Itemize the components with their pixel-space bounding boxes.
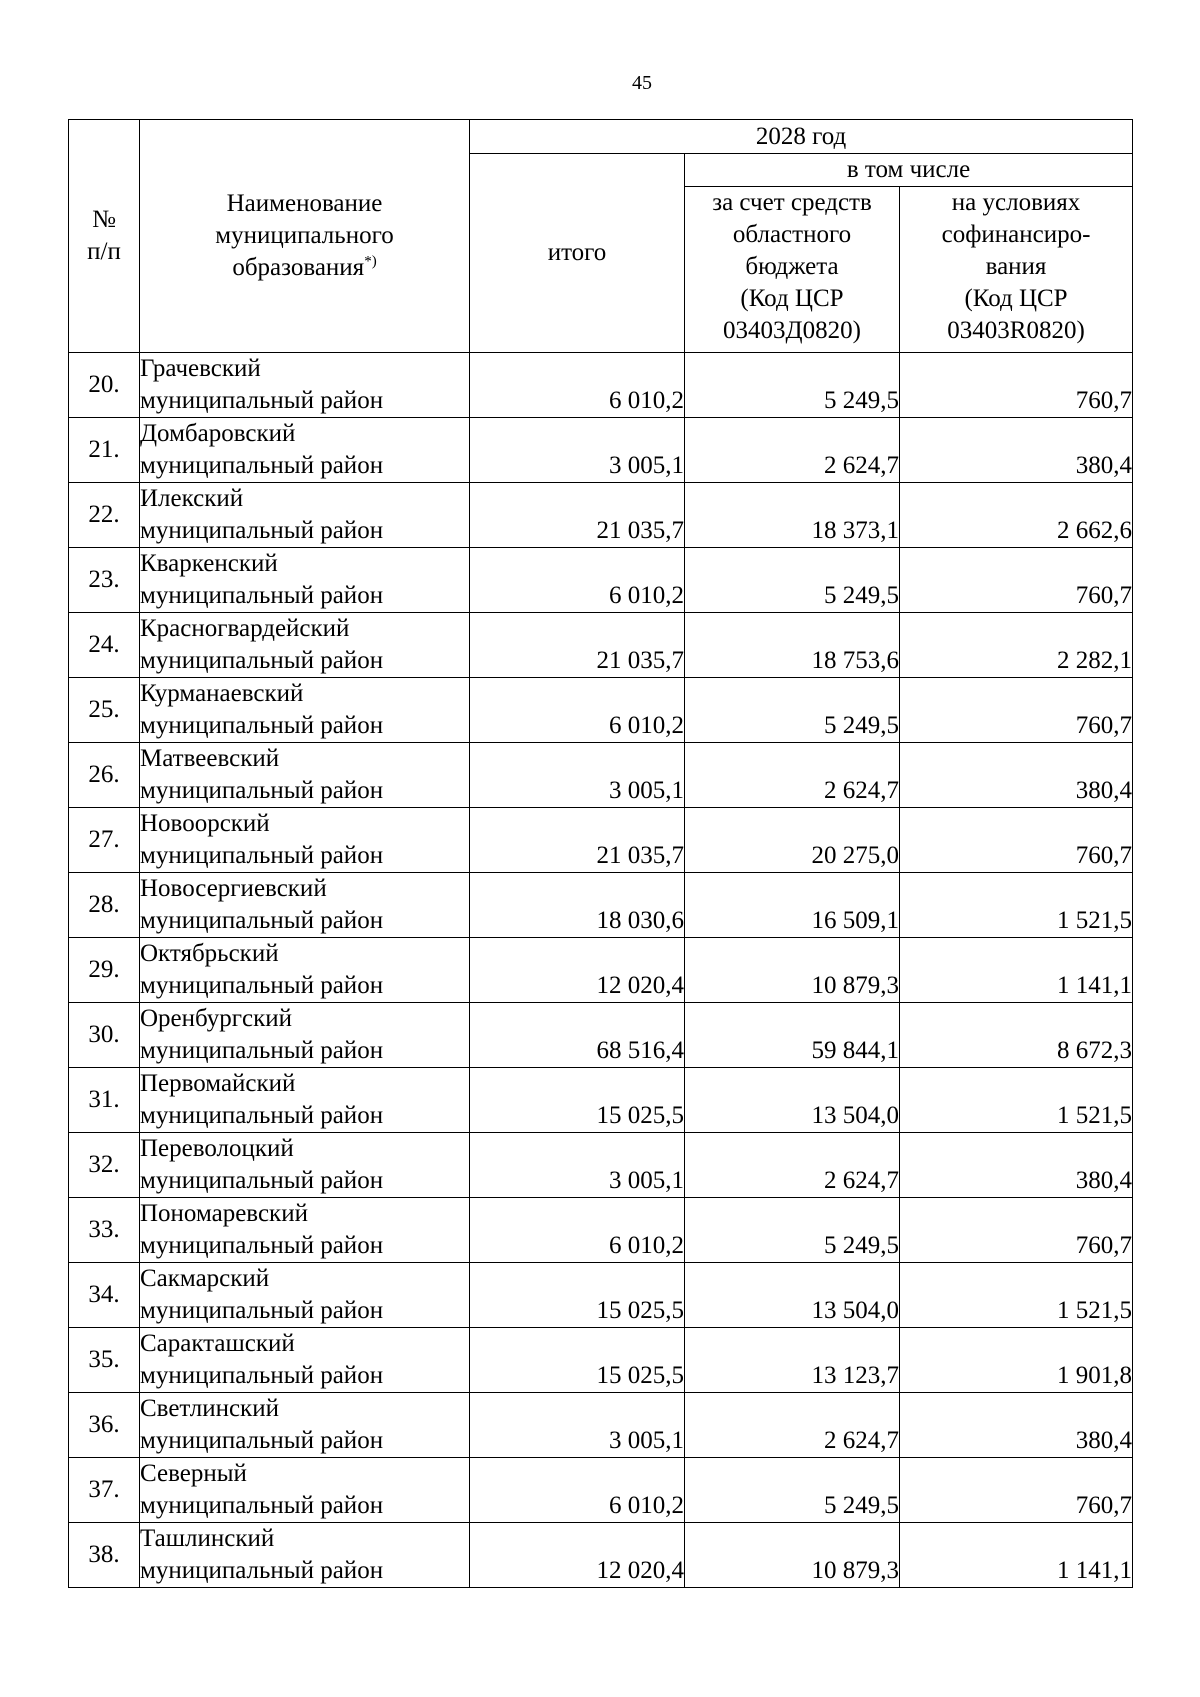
municipality-name-line2: муниципальный район — [140, 517, 384, 544]
municipality-name-line1: Пономаревский — [140, 1200, 308, 1227]
municipality-name-line1: Сакмарский — [140, 1265, 270, 1292]
row-number: 33. — [69, 1198, 140, 1263]
municipality-name-line1: Переволоцкий — [140, 1135, 294, 1162]
cofinancing-value: 760,7 — [900, 548, 1133, 613]
footnote-marker: *) — [364, 253, 377, 270]
table-row — [69, 1393, 1133, 1458]
table-row — [69, 613, 1133, 678]
municipality-name — [140, 678, 470, 743]
table-row — [69, 353, 1133, 418]
row-number: 37. — [69, 1458, 140, 1523]
municipality-name — [140, 483, 470, 548]
total-value: 6 010,2 — [470, 678, 685, 743]
header-cofinancing: на условиях софинансиро- вания (Код ЦСР 03403R0820) — [900, 187, 1133, 353]
regional-budget-value: 2 624,7 — [685, 418, 900, 483]
total-value: 18 030,6 — [470, 873, 685, 938]
table-row — [69, 548, 1133, 613]
municipality-name-line2: муниципальный район — [140, 1492, 384, 1519]
table-row — [69, 1263, 1133, 1328]
row-number: 24. — [69, 613, 140, 678]
total-value: 6 010,2 — [470, 548, 685, 613]
municipality-name-line2: муниципальный район — [140, 712, 384, 739]
cofinancing-value: 1 521,5 — [900, 873, 1133, 938]
row-number: 34. — [69, 1263, 140, 1328]
cofinancing-value: 2 282,1 — [900, 613, 1133, 678]
municipality-name — [140, 1263, 470, 1328]
municipality-name-line1: Ташлинский — [140, 1525, 275, 1552]
row-number: 36. — [69, 1393, 140, 1458]
table-row — [69, 1523, 1133, 1588]
budget-table — [68, 119, 1133, 1588]
municipality-name — [140, 613, 470, 678]
cofinancing-value: 1 521,5 — [900, 1068, 1133, 1133]
regional-budget-value: 10 879,3 — [685, 938, 900, 1003]
municipality-name — [140, 1393, 470, 1458]
municipality-name-line1: Красногвардейский — [140, 615, 350, 642]
municipality-name — [140, 1328, 470, 1393]
row-number: 29. — [69, 938, 140, 1003]
row-number: 20. — [69, 353, 140, 418]
municipality-name-line2: муниципальный район — [140, 907, 384, 934]
table-row — [69, 1328, 1133, 1393]
municipality-name-line2: муниципальный район — [140, 1557, 384, 1584]
municipality-name — [140, 548, 470, 613]
municipality-name — [140, 1458, 470, 1523]
total-value: 21 035,7 — [470, 613, 685, 678]
municipality-name-line1: Новоорский — [140, 810, 270, 837]
regional-budget-value: 59 844,1 — [685, 1003, 900, 1068]
municipality-name-line2: муниципальный район — [140, 972, 384, 999]
table-header — [69, 120, 1133, 353]
cofinancing-value: 380,4 — [900, 1393, 1133, 1458]
total-value: 12 020,4 — [470, 1523, 685, 1588]
cofinancing-value: 760,7 — [900, 808, 1133, 873]
regional-budget-value: 18 373,1 — [685, 483, 900, 548]
municipality-name-line2: муниципальный район — [140, 1167, 384, 1194]
regional-budget-value: 13 504,0 — [685, 1068, 900, 1133]
municipality-name-line1: Курманаевский — [140, 680, 304, 707]
total-value: 15 025,5 — [470, 1263, 685, 1328]
table-row — [69, 938, 1133, 1003]
municipality-name-line2: муниципальный район — [140, 1232, 384, 1259]
municipality-name-line2: муниципальный район — [140, 777, 384, 804]
row-number: 23. — [69, 548, 140, 613]
header-municipality-name: Наименование муниципального образования*) — [140, 120, 470, 353]
regional-budget-value: 5 249,5 — [685, 1458, 900, 1523]
table-body — [69, 353, 1133, 1588]
total-value: 15 025,5 — [470, 1068, 685, 1133]
regional-budget-value: 2 624,7 — [685, 743, 900, 808]
row-number: 30. — [69, 1003, 140, 1068]
municipality-name — [140, 873, 470, 938]
table-row — [69, 483, 1133, 548]
municipality-name-line2: муниципальный район — [140, 1427, 384, 1454]
header-row-number: № п/п — [69, 120, 140, 353]
header-including: в том числе — [685, 154, 1133, 187]
cofinancing-value: 1 521,5 — [900, 1263, 1133, 1328]
cofinancing-value: 380,4 — [900, 418, 1133, 483]
municipality-name-line1: Светлинский — [140, 1395, 279, 1422]
total-value: 3 005,1 — [470, 1393, 685, 1458]
cofinancing-value: 760,7 — [900, 353, 1133, 418]
cofinancing-value: 760,7 — [900, 1458, 1133, 1523]
municipality-name-line1: Илекский — [140, 485, 244, 512]
total-value: 6 010,2 — [470, 1458, 685, 1523]
municipality-name — [140, 353, 470, 418]
table-row — [69, 808, 1133, 873]
cofinancing-value: 380,4 — [900, 1133, 1133, 1198]
row-number: 32. — [69, 1133, 140, 1198]
regional-budget-value: 2 624,7 — [685, 1393, 900, 1458]
regional-budget-value: 10 879,3 — [685, 1523, 900, 1588]
row-number: 31. — [69, 1068, 140, 1133]
municipality-name — [140, 1133, 470, 1198]
row-number: 21. — [69, 418, 140, 483]
total-value: 21 035,7 — [470, 483, 685, 548]
municipality-name — [140, 418, 470, 483]
municipality-name-line2: муниципальный район — [140, 387, 384, 414]
row-number: 28. — [69, 873, 140, 938]
cofinancing-value: 1 141,1 — [900, 1523, 1133, 1588]
total-value: 6 010,2 — [470, 353, 685, 418]
municipality-name-line1: Первомайский — [140, 1070, 296, 1097]
cofinancing-value: 1 141,1 — [900, 938, 1133, 1003]
municipality-name-line2: муниципальный район — [140, 842, 384, 869]
municipality-name — [140, 743, 470, 808]
table-row — [69, 418, 1133, 483]
municipality-name-line2: муниципальный район — [140, 647, 384, 674]
table-row — [69, 1198, 1133, 1263]
municipality-name-line1: Октябрьский — [140, 940, 279, 967]
row-number: 26. — [69, 743, 140, 808]
municipality-name-line1: Новосергиевский — [140, 875, 327, 902]
row-number: 25. — [69, 678, 140, 743]
municipality-name-line1: Оренбургский — [140, 1005, 293, 1032]
regional-budget-value: 2 624,7 — [685, 1133, 900, 1198]
municipality-name — [140, 808, 470, 873]
municipality-name-line1: Грачевский — [140, 355, 261, 382]
regional-budget-value: 13 504,0 — [685, 1263, 900, 1328]
header-year: 2028 год — [470, 120, 1133, 154]
header-total: итого — [470, 154, 685, 353]
municipality-name-line2: муниципальный район — [140, 1102, 384, 1129]
table-row — [69, 678, 1133, 743]
cofinancing-value: 380,4 — [900, 743, 1133, 808]
table-row — [69, 1068, 1133, 1133]
regional-budget-value: 20 275,0 — [685, 808, 900, 873]
table-row — [69, 1003, 1133, 1068]
municipality-name — [140, 1003, 470, 1068]
table-row — [69, 1458, 1133, 1523]
municipality-name — [140, 938, 470, 1003]
municipality-name — [140, 1523, 470, 1588]
cofinancing-value: 2 662,6 — [900, 483, 1133, 548]
municipality-name-line2: муниципальный район — [140, 1297, 384, 1324]
table-row — [69, 743, 1133, 808]
regional-budget-value: 5 249,5 — [685, 353, 900, 418]
municipality-name-line1: Домбаровский — [140, 420, 296, 447]
regional-budget-value: 13 123,7 — [685, 1328, 900, 1393]
municipality-name — [140, 1068, 470, 1133]
total-value: 21 035,7 — [470, 808, 685, 873]
total-value: 15 025,5 — [470, 1328, 685, 1393]
table-row — [69, 873, 1133, 938]
page-number: 45 — [632, 72, 652, 94]
total-value: 6 010,2 — [470, 1198, 685, 1263]
municipality-name — [140, 1198, 470, 1263]
municipality-name-line2: муниципальный район — [140, 1037, 384, 1064]
row-number: 38. — [69, 1523, 140, 1588]
regional-budget-value: 5 249,5 — [685, 548, 900, 613]
row-number: 35. — [69, 1328, 140, 1393]
municipality-name-line1: Кваркенский — [140, 550, 278, 577]
regional-budget-value: 5 249,5 — [685, 1198, 900, 1263]
municipality-name-line2: муниципальный район — [140, 582, 384, 609]
municipality-name-line1: Саракташский — [140, 1330, 295, 1357]
row-number: 27. — [69, 808, 140, 873]
cofinancing-value: 760,7 — [900, 1198, 1133, 1263]
regional-budget-value: 16 509,1 — [685, 873, 900, 938]
municipality-name-line1: Матвеевский — [140, 745, 280, 772]
municipality-name-line2: муниципальный район — [140, 452, 384, 479]
total-value: 3 005,1 — [470, 743, 685, 808]
total-value: 12 020,4 — [470, 938, 685, 1003]
total-value: 3 005,1 — [470, 1133, 685, 1198]
municipality-name-line1: Северный — [140, 1460, 247, 1487]
header-regional-budget: за счет средств областного бюджета (Код ЦСР 03403Д0820) — [685, 187, 900, 353]
cofinancing-value: 1 901,8 — [900, 1328, 1133, 1393]
total-value: 68 516,4 — [470, 1003, 685, 1068]
municipality-name-line2: муниципальный район — [140, 1362, 384, 1389]
cofinancing-value: 8 672,3 — [900, 1003, 1133, 1068]
total-value: 3 005,1 — [470, 418, 685, 483]
regional-budget-value: 18 753,6 — [685, 613, 900, 678]
table-row — [69, 1133, 1133, 1198]
cofinancing-value: 760,7 — [900, 678, 1133, 743]
row-number: 22. — [69, 483, 140, 548]
regional-budget-value: 5 249,5 — [685, 678, 900, 743]
